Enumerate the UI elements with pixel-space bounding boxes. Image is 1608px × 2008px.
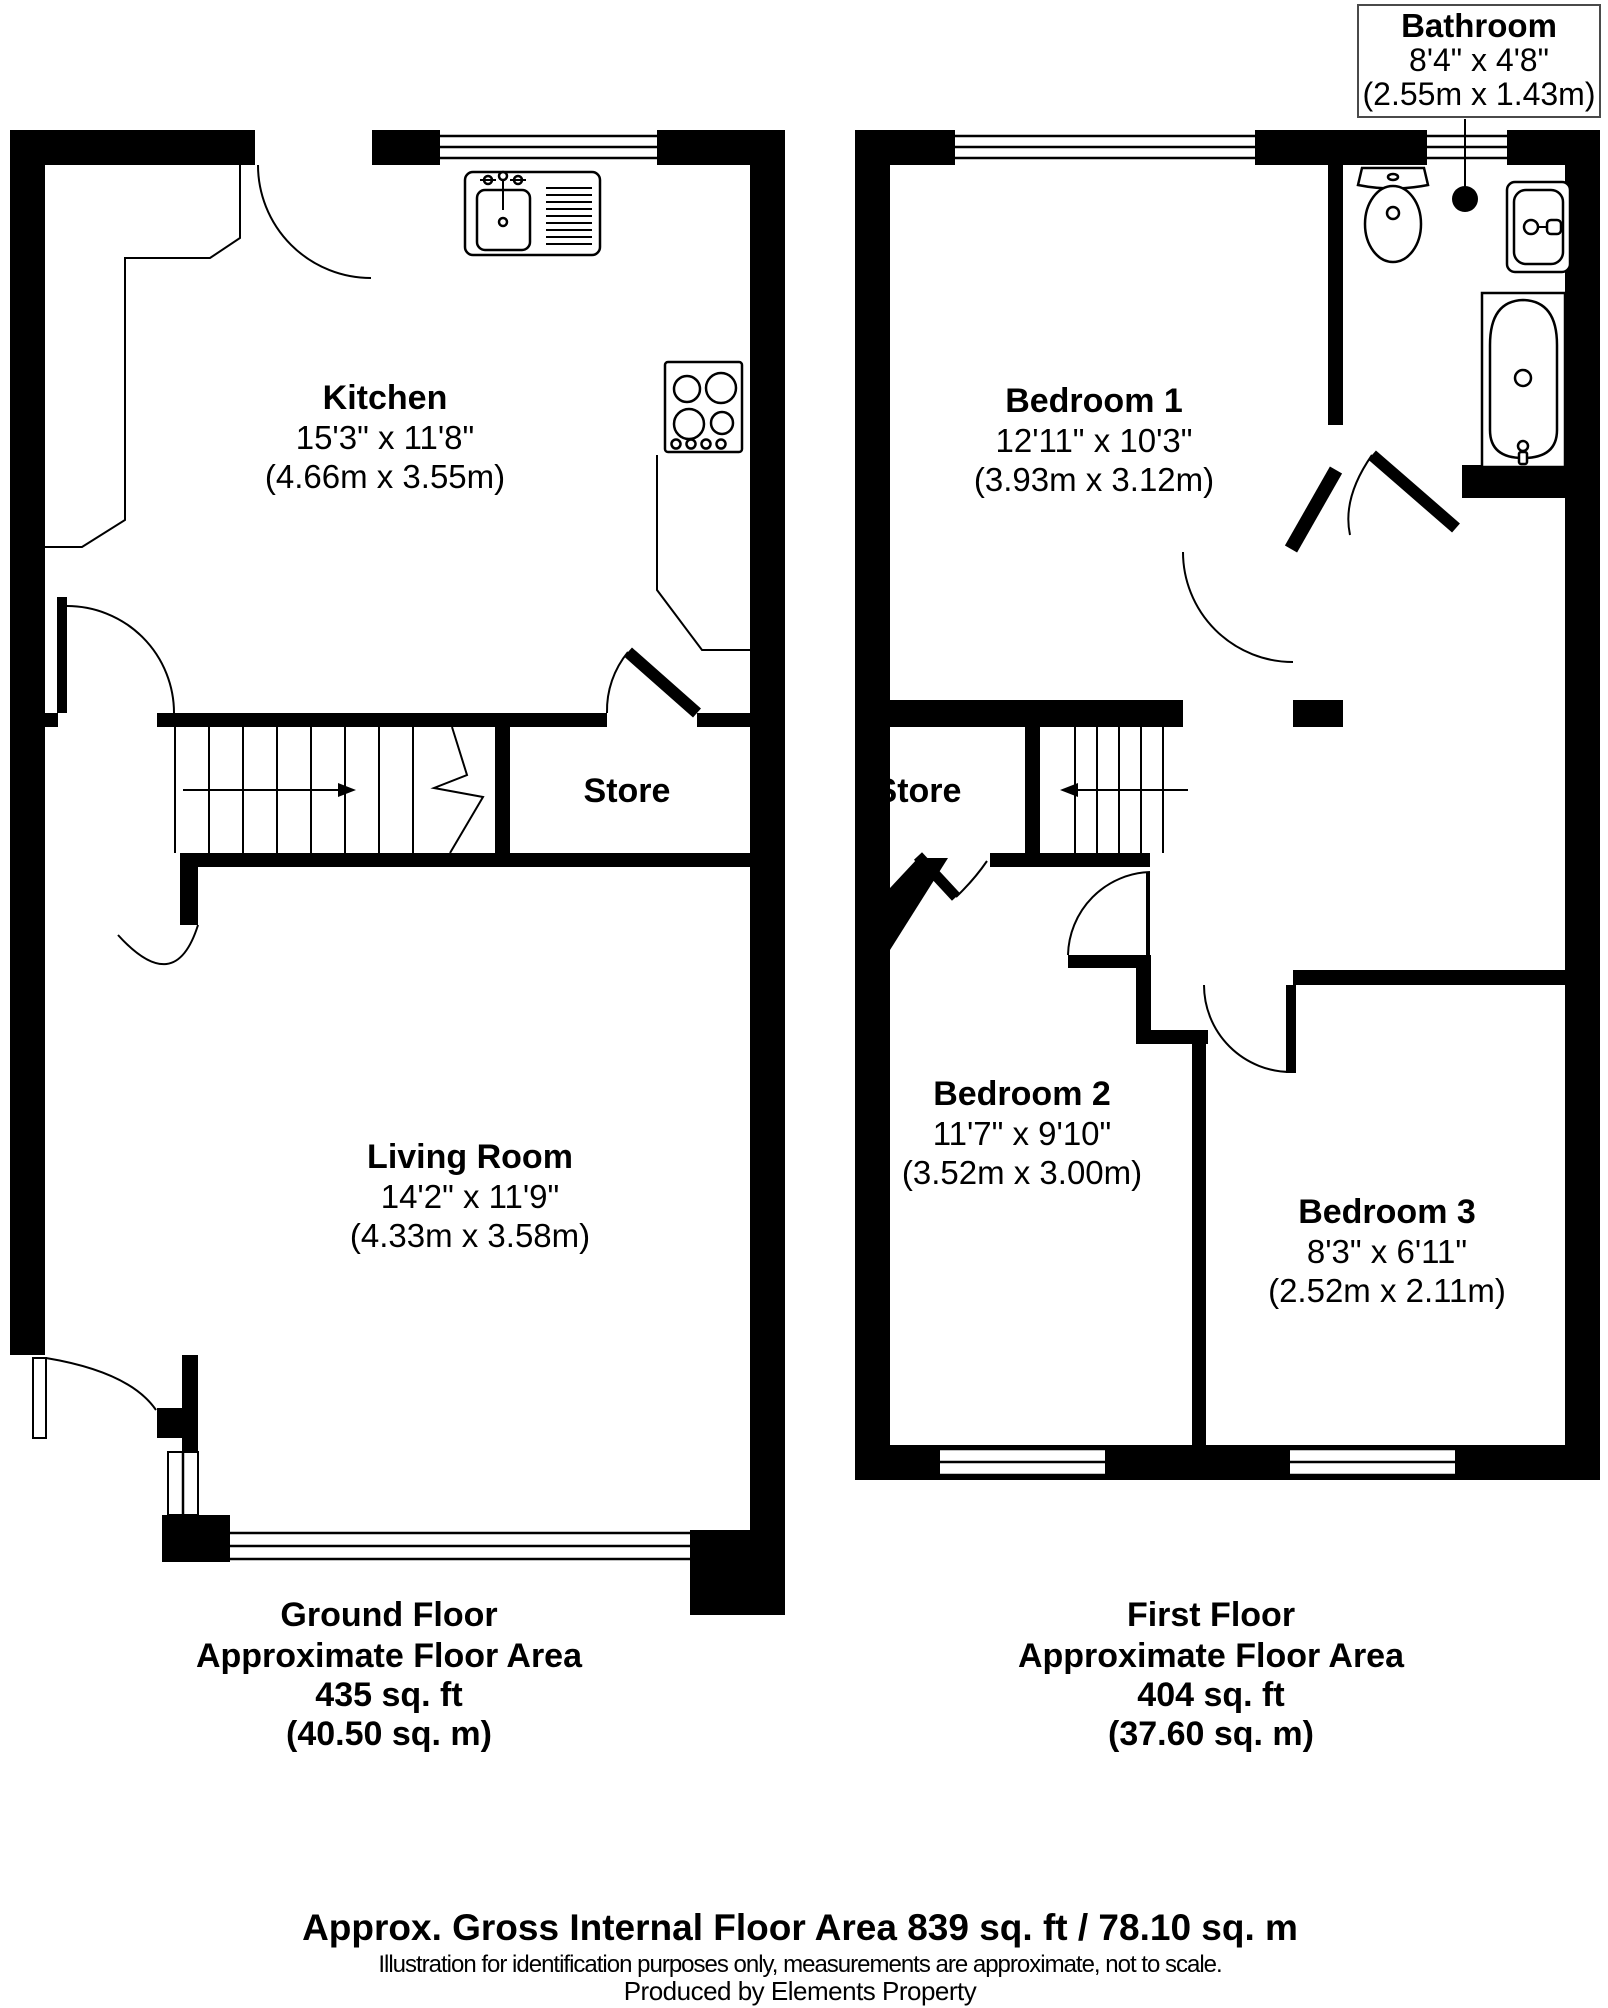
- svg-text:14'2" x 11'9": 14'2" x 11'9": [380, 1178, 560, 1215]
- svg-text:11'7" x 9'10": 11'7" x 9'10": [932, 1115, 1112, 1152]
- bathtub-icon: [1482, 293, 1565, 467]
- bedroom3-door: [1204, 985, 1296, 1073]
- disclaimer-text: Illustration for identification purposes only, measurements are approximate, not to scale.: [378, 1951, 1222, 1978]
- svg-text:8'4" x 4'8": 8'4" x 4'8": [1409, 42, 1549, 78]
- svg-text:First Floor: First Floor: [1126, 1596, 1296, 1634]
- bathroom-callout: [1358, 5, 1600, 117]
- staircase-up: [175, 727, 483, 853]
- living-room-front-window: [230, 1533, 690, 1559]
- bathroom-door: [1348, 455, 1456, 535]
- ground-floor-area-caption: [196, 1596, 583, 1753]
- gross-area-text: Approx. Gross Internal Floor Area 839 sq. ft / 78.10 sq. m: [302, 1907, 1298, 1948]
- kitchen-area-outline-right: [657, 455, 750, 650]
- svg-text:Bedroom 3: Bedroom 3: [1298, 1193, 1476, 1231]
- bedroom3-window: [1290, 1449, 1455, 1476]
- side-window: [168, 1452, 198, 1515]
- room-label-bedroom2: [902, 1075, 1142, 1191]
- svg-text:8'3" x 6'11": 8'3" x 6'11": [1306, 1233, 1468, 1270]
- svg-text:Ground Floor: Ground Floor: [280, 1596, 498, 1634]
- kitchen-rear-door-swing: [258, 165, 371, 278]
- room-label-store-first: Store: [874, 772, 962, 810]
- staircase-down: [1060, 727, 1188, 853]
- toilet-icon: [1358, 168, 1428, 262]
- first-floor-plan: [855, 5, 1600, 1753]
- stair-break-line: [434, 727, 483, 853]
- store-door-ground: [607, 652, 697, 713]
- svg-text:(2.55m x 1.43m): (2.55m x 1.43m): [1362, 76, 1596, 112]
- svg-text:Bedroom 1: Bedroom 1: [1005, 382, 1183, 420]
- stair-direction-arrow: [1060, 783, 1188, 797]
- svg-text:(40.50 sq. m): (40.50 sq. m): [286, 1715, 492, 1753]
- bedroom1-door: [1183, 470, 1336, 662]
- svg-text:Kitchen: Kitchen: [322, 379, 448, 417]
- kitchen-area-outline-left: [45, 165, 240, 547]
- bedroom2-window: [940, 1449, 1105, 1476]
- room-label-kitchen: [265, 379, 505, 495]
- credit-text: Produced by Elements Property: [623, 1976, 977, 2006]
- footer: [302, 1907, 1298, 2006]
- kitchen-sink-icon: [465, 172, 600, 255]
- first-floor-area-caption: [1018, 1596, 1405, 1753]
- svg-text:404 sq. ft: 404 sq. ft: [1137, 1676, 1285, 1714]
- svg-text:(4.66m x 3.55m): (4.66m x 3.55m): [264, 458, 506, 495]
- svg-text:Approximate Floor Area: Approximate Floor Area: [195, 1637, 583, 1675]
- svg-text:(2.52m x 2.11m): (2.52m x 2.11m): [1268, 1272, 1506, 1309]
- bedroom2-door: [1068, 872, 1150, 955]
- svg-text:(3.52m x 3.00m): (3.52m x 3.00m): [901, 1154, 1143, 1191]
- room-label-store-ground: Store: [583, 772, 671, 810]
- svg-text:12'11" x 10'3": 12'11" x 10'3": [995, 422, 1193, 459]
- room-label-bedroom1: [974, 382, 1214, 498]
- living-room-door-swing: [118, 925, 198, 964]
- room-label-bedroom3: [1268, 1193, 1506, 1309]
- svg-text:(4.33m x 3.58m): (4.33m x 3.58m): [349, 1217, 591, 1254]
- bathroom-window: [1427, 130, 1507, 165]
- svg-text:Bathroom: Bathroom: [1401, 7, 1557, 44]
- svg-text:Approximate Floor Area: Approximate Floor Area: [1017, 1637, 1405, 1675]
- svg-text:(37.60 sq. m): (37.60 sq. m): [1108, 1715, 1314, 1753]
- svg-text:435 sq. ft: 435 sq. ft: [315, 1676, 463, 1714]
- svg-text:15'3" x 11'8": 15'3" x 11'8": [295, 419, 475, 456]
- basin-icon: [1507, 182, 1570, 272]
- ground-floor-walls: [10, 130, 785, 1615]
- ground-floor-plan: [10, 130, 785, 1753]
- hob-icon: [665, 362, 742, 452]
- kitchen-window: [440, 130, 657, 165]
- front-door: [57, 597, 174, 713]
- room-label-living-room: [350, 1138, 590, 1254]
- svg-text:Living Room: Living Room: [367, 1138, 573, 1176]
- svg-text:Bedroom 2: Bedroom 2: [933, 1075, 1111, 1113]
- bottom-left-door: [33, 1358, 156, 1438]
- svg-text:(3.93m x 3.12m): (3.93m x 3.12m): [973, 461, 1215, 498]
- bedroom1-window: [955, 130, 1255, 165]
